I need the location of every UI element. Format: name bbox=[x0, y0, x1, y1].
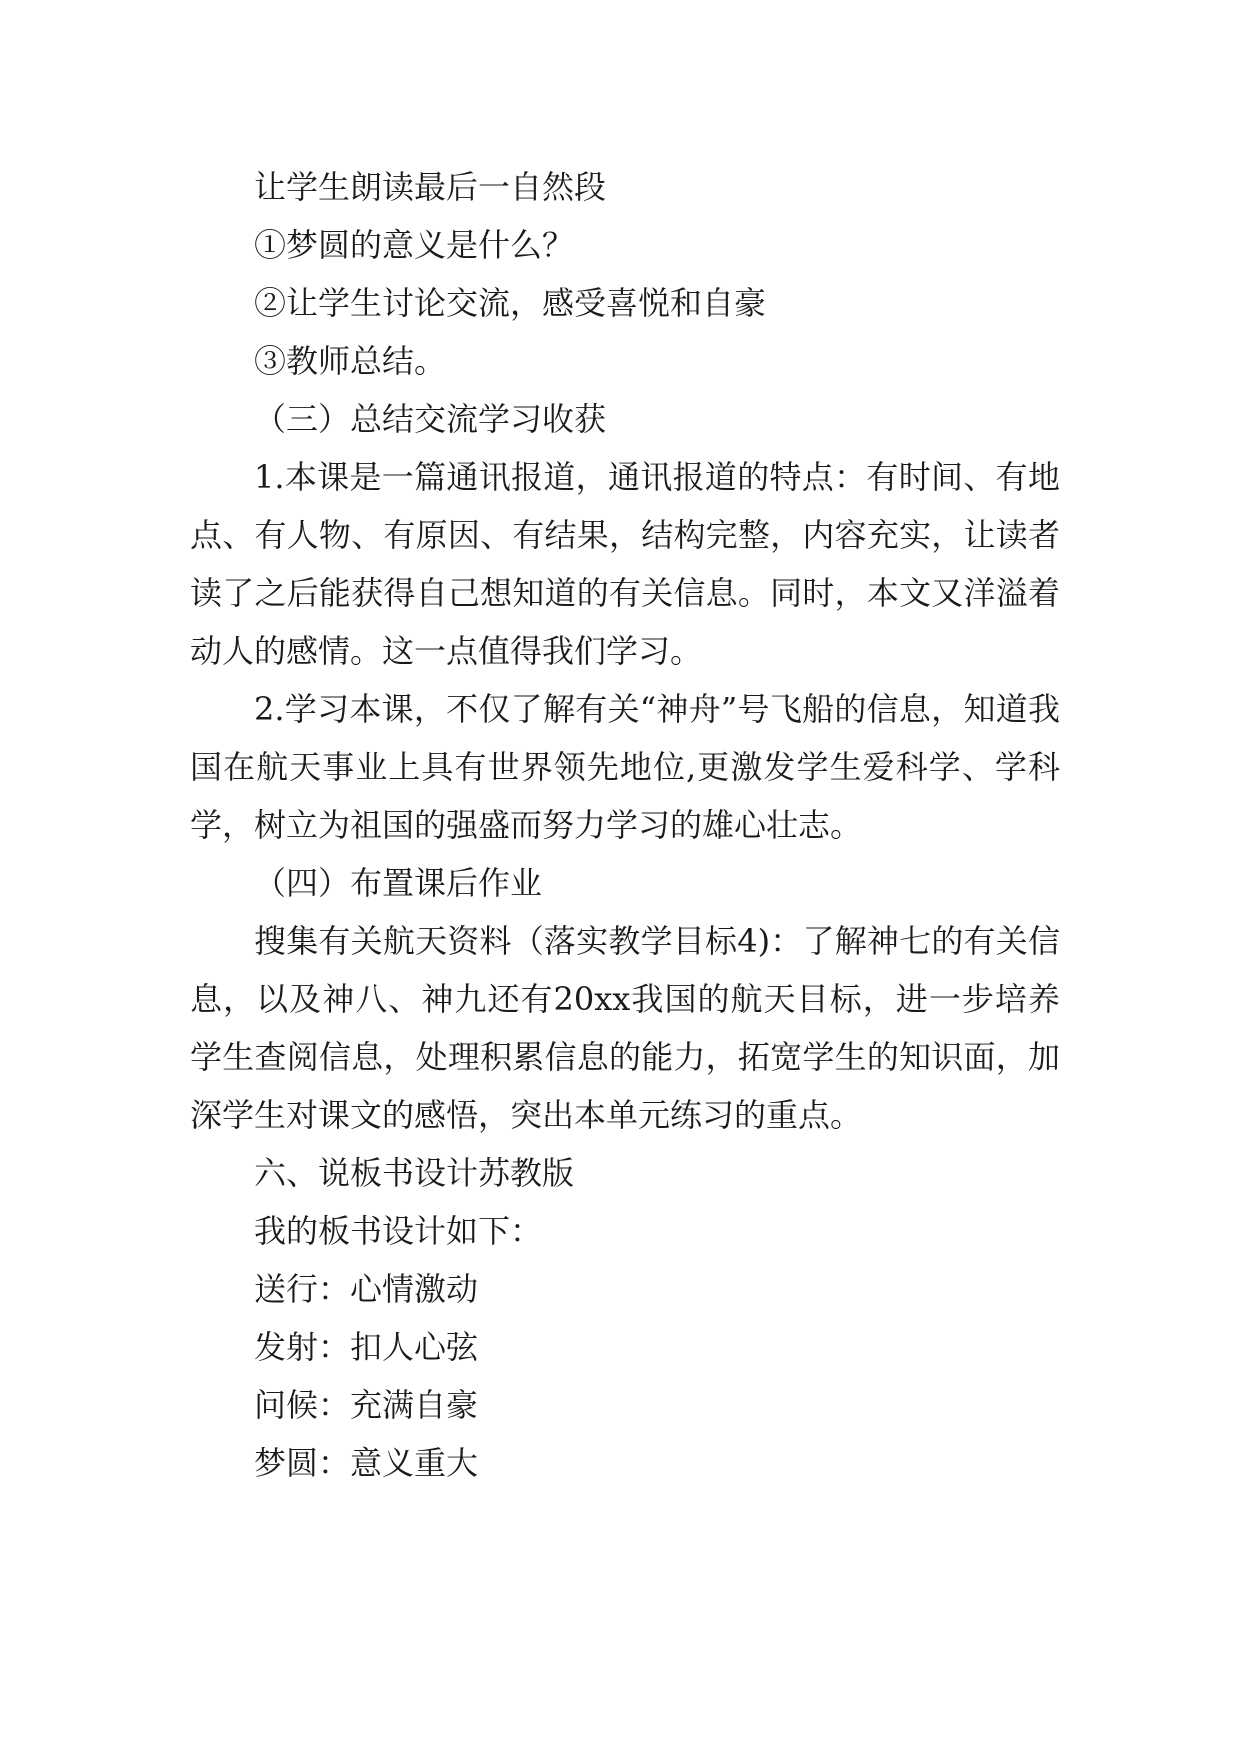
section-heading-homework: （四）布置课后作业 bbox=[254, 864, 543, 902]
blackboard-line-greeting: 问候：充满自豪 bbox=[254, 1386, 479, 1424]
paragraph-point-2: 2.学习本课，不仅了解有关“神舟”号飞船的信息，知道我国在航天事业上具有世界领先地位,更激发学生爱科学、学科学，树立为祖国的强盛而努力学习的雄心壮志。 bbox=[190, 690, 1060, 844]
paragraph-point-1: 1.本课是一篇通讯报道，通讯报道的特点：有时间、有地点、有人物、有原因、有结果，结构完整，内容充实，让读者读了之后能获得自己想知道的有关信息。同时，本文又洋溢着动人的感情。这一点值得我们学习。 bbox=[190, 458, 1060, 670]
paragraph-question-2: ②让学生讨论交流，感受喜悦和自豪 bbox=[254, 284, 767, 322]
blackboard-line-send-off: 送行：心情激动 bbox=[254, 1270, 479, 1308]
paragraph-read-last-section: 让学生朗读最后一自然段 bbox=[254, 168, 607, 206]
paragraph-blackboard-intro: 我的板书设计如下： bbox=[254, 1212, 543, 1250]
blackboard-line-launch: 发射：扣人心弦 bbox=[254, 1328, 479, 1366]
blackboard-line-dream: 梦圆：意义重大 bbox=[254, 1444, 479, 1482]
paragraph-question-3: ③教师总结。 bbox=[254, 342, 447, 380]
section-heading-summary: （三）总结交流学习收获 bbox=[254, 400, 607, 438]
section-heading-blackboard: 六、说板书设计苏教版 bbox=[254, 1154, 575, 1192]
paragraph-question-1: ①梦圆的意义是什么？ bbox=[254, 226, 575, 264]
paragraph-homework: 搜集有关航天资料（落实教学目标4)：了解神七的有关信息，以及神八、神九还有20xx我国的航天目标，进一步培养学生查阅信息，处理积累信息的能力，拓宽学生的知识面，加深学生对课文的感悟，突出本单元练习的重点。 bbox=[190, 922, 1060, 1134]
document-body bbox=[190, 158, 1060, 1492]
